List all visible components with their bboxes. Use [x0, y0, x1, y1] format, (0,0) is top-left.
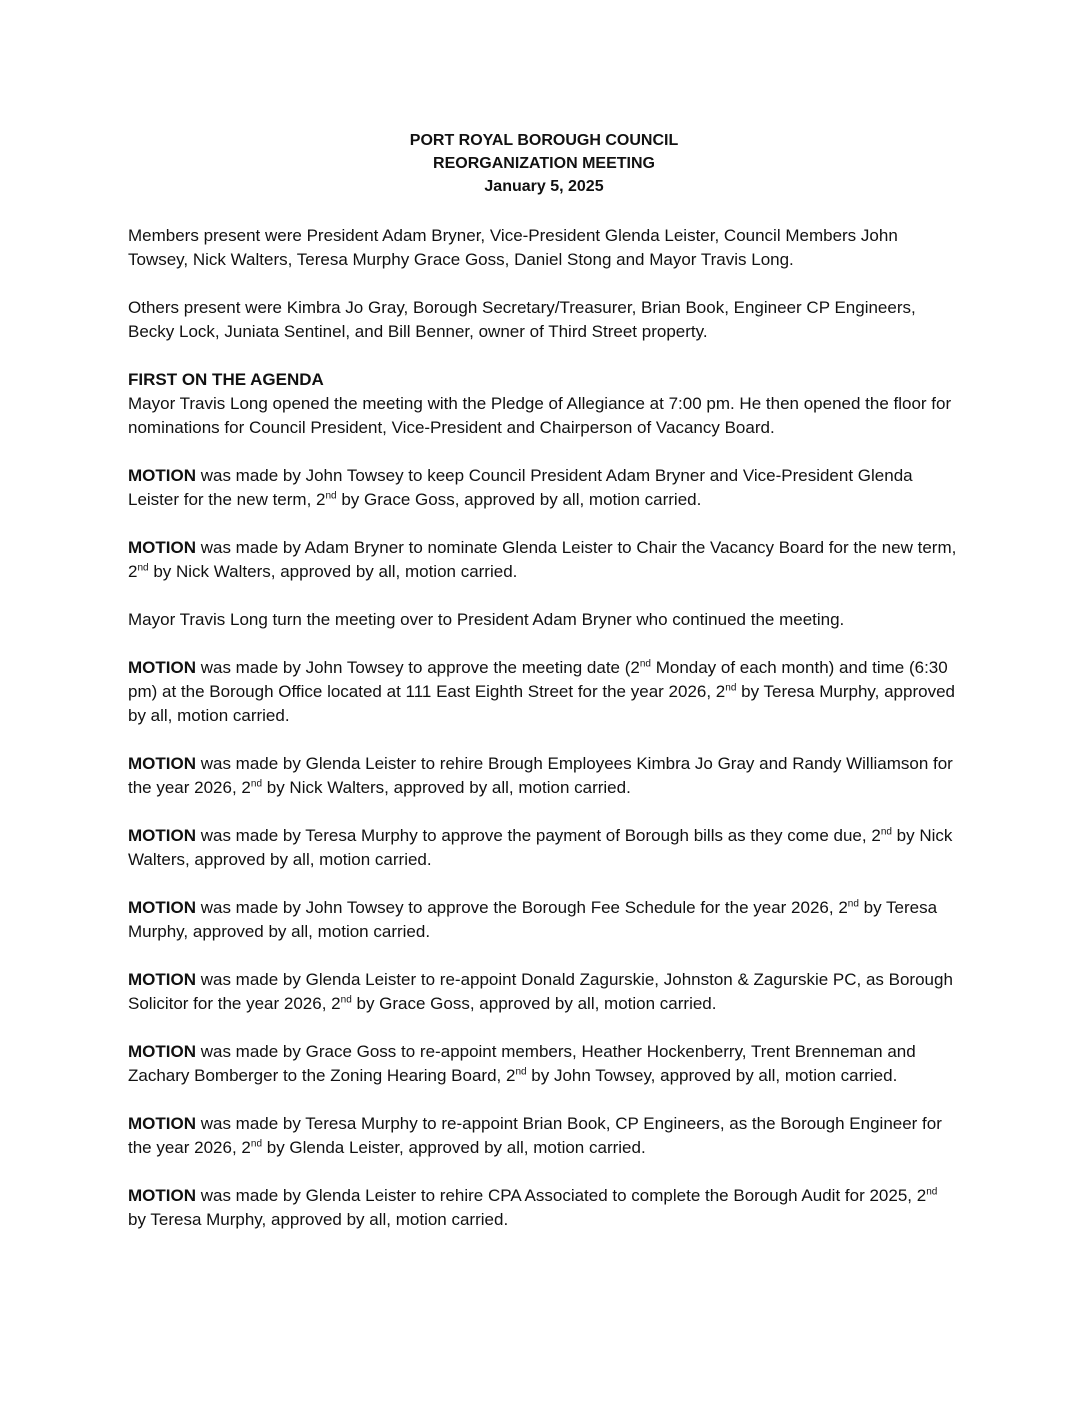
agenda-heading: FIRST ON THE AGENDA [128, 370, 324, 389]
ordinal-number: 2 [630, 658, 640, 677]
ordinal-number: 2 [838, 898, 848, 917]
motion-keyword: MOTION [128, 1186, 196, 1205]
motion-paragraph-7: MOTION was made by Glenda Leister to re-appoint Donald Zagurskie, Johnston & Zagurskie PC, as Borough Solicitor for the year 2026, 2nd by Grace Goss, approved by all, motion carried. [128, 970, 953, 1013]
meeting-type-title: REORGANIZATION MEETING [433, 155, 655, 172]
agenda-section [128, 368, 958, 440]
motion-keyword: MOTION [128, 898, 196, 917]
motion-keyword: MOTION [128, 658, 196, 677]
ordinal-number: 2 [331, 994, 341, 1013]
opening-paragraph: Mayor Travis Long opened the meeting with the Pledge of Allegiance at 7:00 pm. He then opened the floor for nominations for Council President, Vice-President and Chairperson of Vacancy Board. [128, 394, 952, 437]
others-present-paragraph: Others present were Kimbra Jo Gray, Borough Secretary/Treasurer, Brian Book, Engineer CP Engineers, Becky Lock, Juniata Sentinel, and Bill Benner, owner of Third Street property. [128, 298, 916, 341]
ordinal-number: 2 [916, 1186, 927, 1205]
ordinal-number: 2 [505, 1066, 516, 1085]
motion-paragraph-9: MOTION was made by Teresa Murphy to re-appoint Brian Book, CP Engineers, as the Borough Engineer for the year 2026, 2nd by Glenda Leister, approved by all, motion carried. [128, 1114, 942, 1157]
members-present-paragraph: Members present were President Adam Bryner, Vice-President Glenda Leister, Council Members John Towsey, Nick Walters, Teresa Murphy Grace Goss, Daniel Stong and Mayor Travis Long. [128, 226, 898, 269]
ordinal-suffix: nd [880, 826, 892, 838]
turnover-paragraph: Mayor Travis Long turn the meeting over to President Adam Bryner who continued the meeting. [128, 610, 845, 629]
meeting-date: January 5, 2025 [484, 178, 604, 195]
ordinal-number: 2 [128, 562, 138, 581]
motion-keyword: MOTION [128, 970, 196, 989]
motion-keyword: MOTION [128, 466, 196, 485]
ordinal-suffix: nd [725, 682, 737, 694]
ordinal-suffix: nd [340, 994, 352, 1006]
ordinal-number: 2 [715, 682, 726, 701]
council-name-title: PORT ROYAL BOROUGH COUNCIL [409, 132, 679, 149]
motion-paragraph-4: MOTION was made by Glenda Leister to rehire Brough Employees Kimbra Jo Gray and Randy Williamson for the year 2026, 2nd by Nick Walters, approved by all, motion carried. [128, 754, 953, 797]
ordinal-suffix: nd [137, 562, 149, 574]
motion-paragraph-6: MOTION was made by John Towsey to approve the Borough Fee Schedule for the year 2026, 2nd by Teresa Murphy, approved by all, motion carried. [128, 898, 938, 941]
ordinal-suffix: nd [515, 1066, 527, 1078]
motion-paragraph-3: MOTION was made by John Towsey to approve the meeting date (2nd Monday of each month) and time (6:30 pm) at the Borough Office located at 111 East Eighth Street for the year 2026, 2nd by Teresa Murphy, approved by all, motion carried. [128, 658, 955, 725]
ordinal-suffix: nd [926, 1186, 938, 1198]
ordinal-number: 2 [871, 826, 881, 845]
motion-keyword: MOTION [128, 754, 196, 773]
ordinal-number: 2 [241, 1138, 251, 1157]
ordinal-suffix: nd [325, 490, 337, 502]
motion-paragraph-2: MOTION was made by Adam Bryner to nominate Glenda Leister to Chair the Vacancy Board for the new term, 2nd by Nick Walters, approved by all, motion carried. [128, 538, 957, 581]
motion-paragraph-5: MOTION was made by Teresa Murphy to approve the payment of Borough bills as they come due, 2nd by Nick Walters, approved by all, motion carried. [128, 826, 953, 869]
minutes-body [128, 224, 958, 1232]
motion-paragraph-8: MOTION was made by Grace Goss to re-appoint members, Heather Hockenberry, Trent Brenneman and Zachary Bomberger to the Zoning Hearing Board, 2nd by John Towsey, approved by all, motion carried. [128, 1042, 916, 1085]
motion-keyword: MOTION [128, 1114, 196, 1133]
motion-keyword: MOTION [128, 826, 196, 845]
ordinal-suffix: nd [847, 898, 859, 910]
motion-keyword: MOTION [128, 1042, 196, 1061]
ordinal-suffix: nd [639, 658, 651, 670]
motion-paragraph-10: MOTION was made by Glenda Leister to rehire CPA Associated to complete the Borough Audit for 2025, 2nd by Teresa Murphy, approved by all, motion carried. [128, 1186, 938, 1229]
motion-keyword: MOTION [128, 538, 196, 557]
ordinal-number: 2 [316, 490, 326, 509]
motion-paragraph-1: MOTION was made by John Towsey to keep Council President Adam Bryner and Vice-President Glenda Leister for the new term, 2nd by Grace Goss, approved by all, motion carried. [128, 466, 913, 509]
ordinal-suffix: nd [250, 1138, 263, 1150]
ordinal-suffix: nd [250, 778, 263, 790]
document-header [0, 129, 1088, 198]
ordinal-number: 2 [241, 778, 251, 797]
